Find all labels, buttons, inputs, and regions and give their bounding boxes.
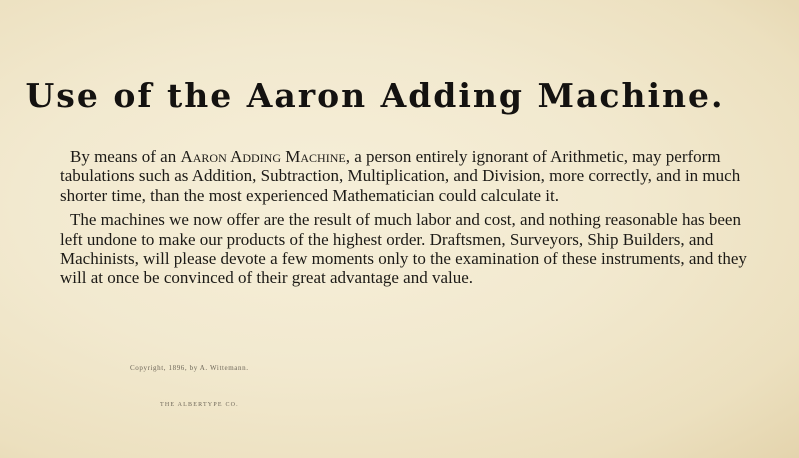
body-text [60, 147, 760, 293]
copyright-line: Copyright, 1896, by A. Wittemann. [130, 364, 249, 372]
product-name: Aaron Adding Machine [180, 147, 346, 166]
page-title: Use of the Aaron Adding Machine. [25, 76, 725, 115]
printer-credit: THE ALBERTYPE CO. [160, 402, 239, 408]
paragraph-1-lead: By means of an [70, 147, 181, 166]
paragraph-1-rest: , a person entirely ignorant of Arithmetic, may perform tabulations such as Addition, Subtraction, Multiplication, and Division, more correctly, and in much shorter time, than the most experienced Mathematician could calculate it. [60, 147, 741, 205]
paragraph-1 [60, 147, 760, 205]
paragraph-2: The machines we now offer are the result of much labor and cost, and nothing reasonable has been left undone to make our products of the highest order. Draftsmen, Surveyors, Ship Builders, and Machinists, will please devote a few moments only to the examination of these instruments, and they will at once be convinced of their great advantage and value. [60, 210, 747, 288]
